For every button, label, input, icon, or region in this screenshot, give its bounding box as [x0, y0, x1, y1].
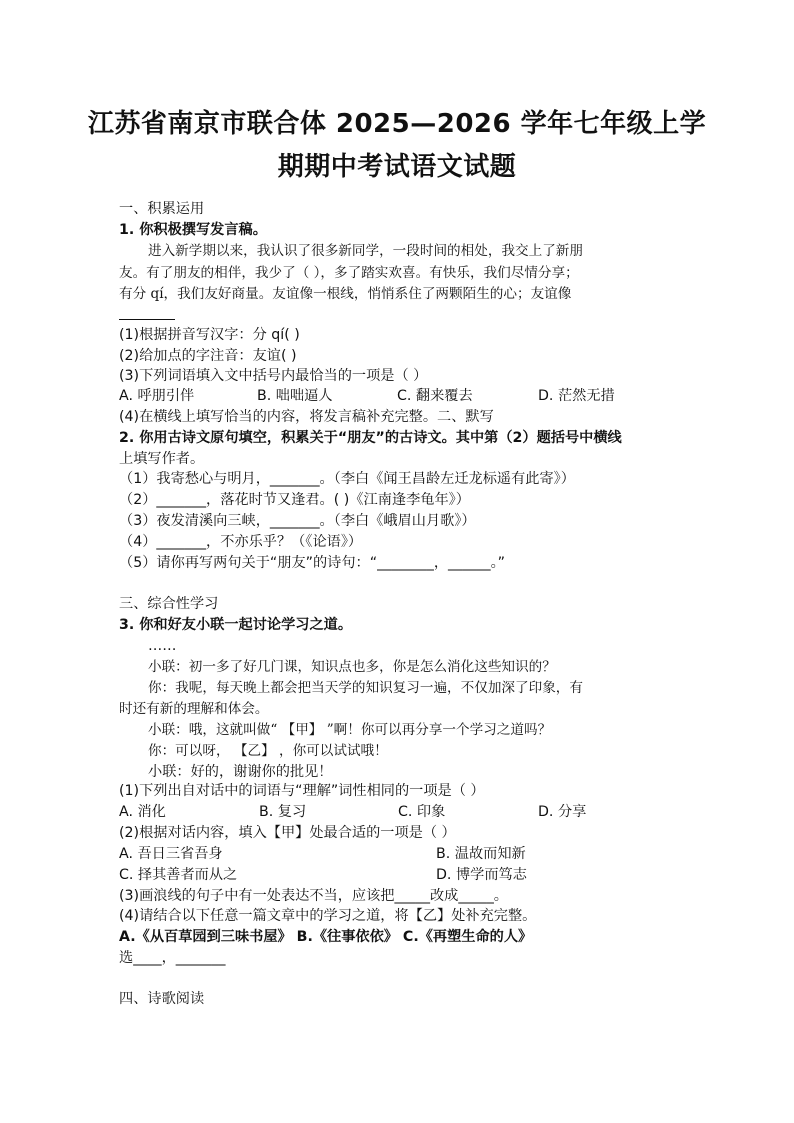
q1-passage-line2: 友。有了朋友的相伴，我少了（ ），多了踏实欢喜。有快乐，我们尽情分享；: [119, 265, 579, 281]
q3-sub2-option-a: A. 吾日三省吾身: [119, 846, 223, 862]
q3-choose-line: 选____，_______: [119, 950, 226, 966]
q3-sub2-option-c: C. 择其善者而从之: [119, 867, 238, 883]
page-title-line1: 江苏省南京市联合体 2025—2026 学年七年级上学: [87, 109, 707, 139]
q3-ellipsis: ……: [148, 638, 177, 654]
q1-option-a: A. 呼朋引伴: [119, 388, 195, 404]
q1-option-c: C. 翻来覆去: [397, 388, 473, 404]
q3-sub2-option-b: B. 温故而知新: [436, 846, 526, 862]
q3-sub2: (2)根据对话内容，填入【甲】处最合适的一项是（ ）: [119, 825, 456, 841]
q2-item2: （2）_______，落花时节又逢君。( )《江南逢李龟年》）: [119, 492, 470, 508]
q1-fill-blank: [119, 319, 175, 320]
q3-sub4: (4)请结合以下任意一篇文章中的学习之道，将【乙】处补充完整。: [119, 908, 537, 924]
q3-dialogue-3: 小联：哦，这就叫做“ 【甲】 ”啊！你可以再分享一个学习之道吗？: [148, 722, 552, 738]
q1-sub4: (4)在横线上填写恰当的内容，将发言稿补充完整。二、默写: [119, 409, 494, 425]
q3-dialogue-2-line1: 你：我呢，每天晚上都会把当天学的知识复习一遍，不仅加深了印象，有: [148, 680, 583, 696]
section-heading-1: 一、积累运用: [119, 201, 205, 217]
q3-sub2-option-d: D. 博学而笃志: [436, 867, 527, 883]
q3-sub1-option-b: B. 复习: [259, 804, 307, 820]
q1-passage-line1: 进入新学期以来，我认识了很多新同学，一段时间的相处，我交上了新朋: [148, 243, 583, 259]
q3-dialogue-2-line2: 时还有新的理解和体会。: [119, 701, 269, 717]
q3-sub3: (3)画浪线的句子中有一处表达不当，应该把_____改成_____。: [119, 888, 508, 904]
q1-option-d: D. 茫然无措: [538, 388, 615, 404]
question-3-stem: 3. 你和好友小联一起讨论学习之道。: [119, 617, 353, 633]
page-title-line2: 期期中考试语文试题: [277, 152, 517, 182]
q3-dialogue-1: 小联：初一多了好几门课，知识点也多，你是怎么消化这些知识的？: [148, 659, 556, 675]
q3-dialogue-4: 你：可以呀， 【乙】 ，你可以试试哦！: [148, 743, 388, 759]
q2-item3: （3）夜发清溪向三峡，_______。（李白《峨眉山月歌》）: [119, 513, 476, 529]
q2-item5: （5）请你再写两句关于“朋友”的诗句：“________，______。”: [119, 555, 506, 571]
q1-passage-line3: 有分 qí，我们友好商量。友谊像一根线，悄悄系住了两颗陌生的心；友谊像: [119, 286, 572, 302]
q1-sub1: (1)根据拼音写汉字：分 qí( ): [119, 327, 300, 343]
question-1-stem: 1. 你积极撰写发言稿。: [119, 222, 267, 238]
section-heading-4: 四、诗歌阅读: [119, 991, 205, 1007]
section-heading-3: 三、综合性学习: [119, 596, 219, 612]
question-2-stem-line2: 上填写作者。: [119, 451, 205, 467]
question-2-stem-line1: 2. 你用古诗文原句填空，积累关于“朋友”的古诗文。其中第（2）题括号中横线: [119, 430, 622, 446]
q3-dialogue-5: 小联：好的，谢谢你的批见！: [148, 764, 333, 780]
q3-book-options: A.《从百草园到三味书屋》 B.《往事依依》 C.《再塑生命的人》: [119, 929, 533, 945]
q3-sub1-option-c: C. 印象: [398, 804, 446, 820]
q3-sub1: (1)下列出自对话中的词语与“理解”词性相同的一项是（ ）: [119, 783, 485, 799]
q1-sub2: (2)给加点的字注音：友谊( ): [119, 348, 297, 364]
q1-sub3: (3)下列词语填入文中括号内最恰当的一项是（ ）: [119, 368, 428, 384]
q3-sub1-option-d: D. 分享: [538, 804, 587, 820]
q2-item4: （4）_______，不亦乐乎？（《论语》）: [119, 534, 363, 550]
q1-option-b: B. 咄咄逼人: [257, 388, 333, 404]
q2-item1: （1）我寄愁心与明月，_______。（李白《闻王昌龄左迁龙标遥有此寄》）: [119, 471, 575, 487]
q3-sub1-option-a: A. 消化: [119, 804, 166, 820]
